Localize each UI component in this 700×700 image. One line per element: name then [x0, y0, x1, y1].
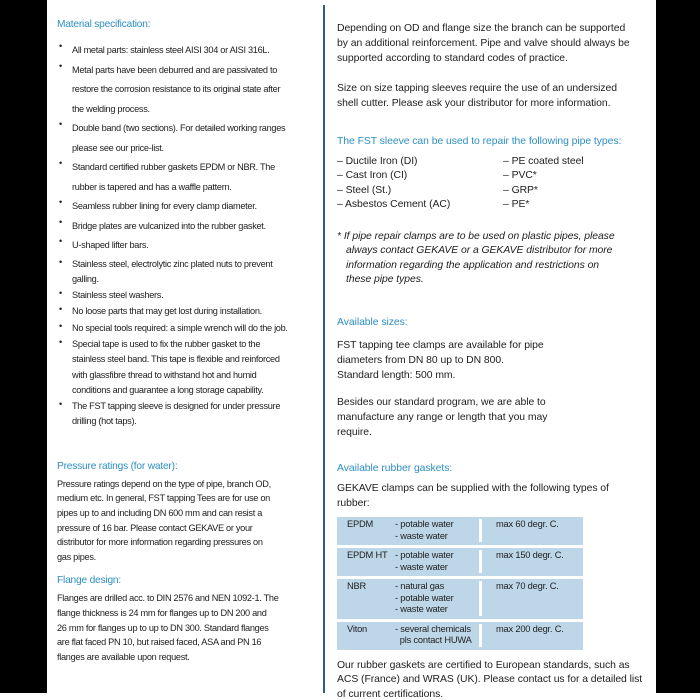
- paragraph-line: GEKAVE clamps can be supplied with the following types of: [337, 483, 609, 494]
- bullet-line: the welding process.: [72, 103, 150, 114]
- bullet-line: • U-shaped lifter bars.: [72, 240, 149, 250]
- gasket-temp: max 70 degr. C.: [496, 581, 559, 591]
- bullet-item: [57, 304, 327, 319]
- bullet-item: [57, 321, 327, 336]
- pipe-type-left: – Cast Iron (CI): [337, 170, 408, 182]
- paragraph-line: 26 mm for flanges up to up to DN 300. Standard flanges: [57, 622, 269, 633]
- material-bullet-list: [57, 41, 327, 430]
- paragraph-line: flange thickness is 24 mm for flanges up to DN 200 and: [57, 607, 267, 618]
- pipe-type-right: – PVC*: [503, 170, 537, 182]
- bullet-item: [57, 236, 327, 256]
- gasket-name-cell: [337, 581, 395, 616]
- pipe-type-row: [337, 169, 653, 183]
- paragraph-line: distributor for more information regarding pressures on: [57, 537, 263, 548]
- bullet-line: • No loose parts that may get lost during installation.: [72, 306, 262, 317]
- paragraph-line: ACS (France) and WRAS (UK). Please contact us for a detailed list: [337, 674, 643, 686]
- note-line: information regarding the application and restrictions on: [346, 259, 600, 271]
- right-black-margin: [656, 0, 700, 693]
- sizes-paragraph: [337, 395, 653, 440]
- paragraph-line: Depending on OD and flange size the branch can be supported: [337, 23, 626, 34]
- intro-paragraph: [337, 81, 653, 111]
- gasket-name-cell: [337, 519, 395, 542]
- gasket-name: NBR: [347, 581, 367, 591]
- flange-design-paragraph: [57, 591, 327, 664]
- bullet-line: • Double band (two sections). For detailed working ranges: [72, 123, 286, 133]
- gasket-use-line: - waste water: [395, 604, 448, 614]
- paragraph-line: FST tapping tee clamps are available for pipe: [337, 340, 544, 351]
- certifications-paragraph: [337, 659, 653, 700]
- bullet-line: • The FST tapping sleeve is designed for under pressure: [72, 401, 281, 412]
- bullet-line: restore the corrosion resistance to its original state after: [72, 84, 281, 94]
- bullet-line: • Special tape is used to fix the rubber gasket to the: [72, 338, 261, 349]
- bullet-line: • All metal parts: stainless steel AISI 304 or AISI 316L.: [72, 45, 270, 55]
- bullet-line: stainless steel band. This tape is flexible and reinforced: [72, 354, 280, 365]
- bullet-line: drilling (hot taps).: [72, 416, 137, 427]
- pipe-types-heading: The FST sleeve can be used to repair the following pipe types:: [337, 136, 622, 147]
- paragraph-line: are flat faced PN 10, but raised faced, ASA and PN 16: [57, 637, 262, 648]
- bullet-item: [57, 61, 327, 120]
- gasket-uses-cell: [395, 550, 479, 573]
- pipe-type-row: [337, 184, 653, 198]
- pressure-ratings-paragraph: [57, 477, 327, 565]
- bullet-line: please see our price-list.: [72, 142, 164, 153]
- gasket-name: Viton: [347, 623, 368, 634]
- available-sizes-paragraphs: [337, 338, 653, 440]
- pipe-type-left: – Steel (St.): [337, 184, 392, 196]
- paragraph-line: gas pipes.: [57, 551, 96, 562]
- sizes-paragraph: [337, 338, 653, 383]
- paragraph-line: medium etc. In general, FST tapping Tees are for use on: [57, 493, 270, 504]
- gasket-temp: max 150 degr. C.: [496, 550, 564, 560]
- bullet-item: [57, 288, 327, 303]
- pipe-type-right: – GRP*: [503, 184, 538, 196]
- flange-design-heading: Flange design:: [57, 575, 122, 587]
- gasket-use-line: - potable water: [395, 519, 454, 529]
- pipe-type-left: – Asbestos Cement (AC): [337, 199, 451, 211]
- bullet-item: [57, 399, 327, 430]
- pressure-ratings-heading: Pressure ratings (for water):: [57, 460, 178, 472]
- bullet-item: [57, 217, 327, 237]
- gasket-name: EPDM: [347, 519, 374, 529]
- gasket-use-line: - potable water: [395, 550, 454, 560]
- paragraph-line: rubber:: [337, 498, 370, 509]
- gasket-table-row: [337, 622, 583, 650]
- pipe-type-left: – Ductile Iron (DI): [337, 156, 418, 167]
- right-column: [337, 18, 653, 700]
- gasket-table-row: [337, 579, 583, 619]
- pipe-type-row: [337, 198, 653, 212]
- paragraph-line: by an additional reinforcement. Pipe and valve should always be: [337, 38, 630, 49]
- bullet-item: [57, 257, 327, 288]
- pipe-type-right: – PE*: [503, 199, 530, 211]
- paragraph-line: manufacture any range or length that you may: [337, 412, 548, 423]
- gasket-use-line: - potable water: [395, 592, 454, 603]
- intro-paragraphs: [337, 21, 653, 111]
- gasket-temp-cell: [479, 519, 583, 542]
- gasket-name: EPDM HT: [347, 550, 388, 560]
- bullet-line: • Seamless rubber lining for every clamp diameter.: [72, 201, 257, 211]
- bullet-line: • Bridge plates are vulcanized into the rubber gasket.: [72, 220, 266, 231]
- plastic-pipes-note: [337, 230, 653, 288]
- rubber-gaskets-intro: [337, 481, 653, 511]
- note-line: these pipe types.: [346, 274, 424, 286]
- paragraph-line: pressure of 16 bar. Please contact GEKAVE or your: [57, 522, 253, 533]
- gasket-temp-cell: [479, 550, 583, 573]
- paragraph-line: shell cutter. Please ask your distributor for more information.: [337, 98, 611, 109]
- gasket-use-line: pls contact HUWA: [395, 635, 472, 645]
- paragraph-line: Besides our standard program, we are able to: [337, 397, 546, 408]
- gasket-temp-cell: [479, 581, 583, 616]
- paragraph-line: supported according to standard codes of practice.: [337, 53, 568, 64]
- paragraph-line: of current certifications.: [337, 688, 444, 700]
- bullet-line: rubber is tapered and has a waffle pattern.: [72, 181, 232, 192]
- bullet-line: • Standard certified rubber gaskets EPDM or NBR. The: [72, 162, 275, 172]
- gasket-use-line: - waste water: [395, 530, 448, 541]
- available-sizes-heading: Available sizes:: [337, 317, 408, 328]
- left-column: [57, 18, 327, 664]
- left-black-margin: [0, 0, 47, 693]
- bullet-line: • Metal parts have been deburred and are passivated to: [72, 64, 278, 75]
- paragraph-line: Standard length: 500 mm.: [337, 370, 456, 381]
- pipe-type-right: – PE coated steel: [503, 156, 584, 167]
- gasket-name-cell: [337, 550, 395, 573]
- bullet-line: with glassfibre thread to withstand hot and humid: [72, 369, 257, 380]
- paragraph-line: Flanges are drilled acc. to DIN 2576 and NEN 1092-1. The: [57, 593, 279, 604]
- bullet-item: [57, 158, 327, 197]
- gasket-table-row: [337, 548, 583, 576]
- material-specification-heading: Material specification:: [57, 19, 151, 30]
- gasket-uses-cell: [395, 624, 479, 647]
- gasket-name-cell: [337, 624, 395, 647]
- bullet-line: conditions and guarantee a long storage capability.: [72, 384, 264, 395]
- rubber-gaskets-table: [337, 517, 583, 650]
- bullet-line: • Stainless steel washers.: [72, 290, 164, 301]
- gasket-temp: max 200 degr. C.: [496, 623, 564, 634]
- bullet-line: • Stainless steel, electrolytic zinc plated nuts to prevent: [72, 258, 273, 269]
- paragraph-line: Pressure ratings depend on the type of pipe, branch OD,: [57, 478, 271, 489]
- gasket-uses-cell: [395, 581, 479, 616]
- rubber-gaskets-heading: Available rubber gaskets:: [337, 463, 453, 474]
- bullet-line: galling.: [72, 273, 99, 284]
- paragraph-line: Our rubber gaskets are certified to European standards, such as: [337, 659, 630, 671]
- paragraph-line: flanges are available upon request.: [57, 651, 190, 662]
- gasket-use-line: - several chemicals: [395, 623, 471, 634]
- bullet-item: [57, 41, 327, 61]
- intro-paragraph: [337, 21, 653, 66]
- gasket-table-row: [337, 517, 583, 545]
- pipe-type-row: [337, 155, 653, 169]
- gasket-temp: max 60 degr. C.: [496, 519, 559, 529]
- bullet-item: [57, 197, 327, 217]
- pipe-types-list: [337, 155, 653, 213]
- note-line: always contact GEKAVE or a GEKAVE distributor for more: [346, 245, 613, 257]
- paragraph-line: Size on size tapping sleeves require the use of an undersized: [337, 83, 617, 94]
- paragraph-line: pipes up to and including DN 600 mm and can resist a: [57, 507, 263, 518]
- note-line: * If pipe repair clamps are to be used on plastic pipes, please: [337, 230, 615, 242]
- bullet-line: • No special tools required: a simple wrench will do the job.: [72, 322, 288, 333]
- gasket-uses-cell: [395, 519, 479, 542]
- bullet-item: [57, 119, 327, 158]
- gasket-use-line: - waste water: [395, 561, 448, 572]
- paragraph-line: require.: [337, 427, 372, 438]
- gasket-use-line: - natural gas: [395, 581, 445, 591]
- gasket-temp-cell: [479, 624, 583, 647]
- bullet-item: [57, 337, 327, 398]
- paragraph-line: diameters from DN 80 up to DN 800.: [337, 355, 504, 366]
